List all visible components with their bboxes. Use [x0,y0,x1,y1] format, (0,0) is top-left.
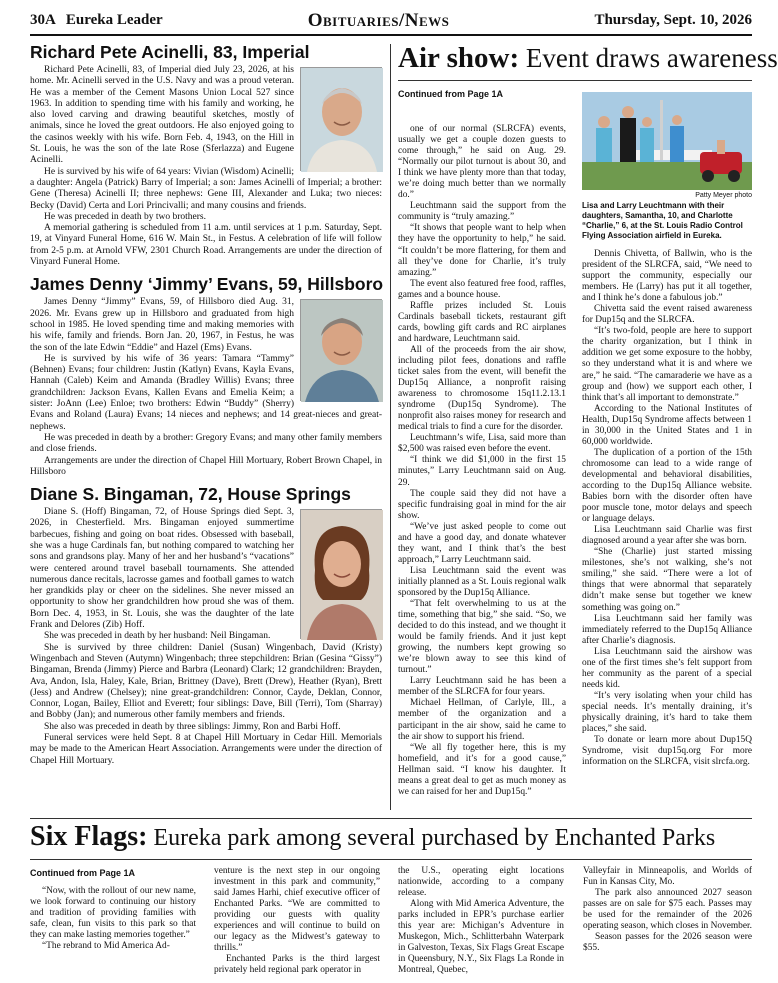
page-number: 30A [30,12,56,28]
obituary [30,484,382,767]
obituary-paragraph: He was preceded in death by two brothers. [44,211,206,222]
article-paragraph: The event also featured free food, raffles, games and a bounce house. [398,278,566,300]
article-paragraph: The park also announced 2027 season passes are on sale for $75 each. Passes may be used for the remainder of the 2026 operating season, which closes in November. [583,888,752,931]
article-paragraph: Leuchtmann said the support from the community is “truly amazing.” [398,201,566,223]
photo-caption: Lisa and Larry Leuchtmann with their daughters, Samantha, 10, and Charlotte “Charlie,” 6, at the St. Louis Radio Control Flying Association airfield in Eureka. [582,201,743,240]
portrait-image [301,510,383,640]
article-paragraph: Dennis Chivetta, of Ballwin, who is the president of the SLRCFA, said, “We need to support the community, especially our members. He (Larry) has put it all together, and I think he’s done a fabulous job.” [582,249,752,304]
article-paragraph: Lisa Leuchtmann said Charlie was first diagnosed around a year after she was born. [582,525,752,547]
obituary [30,42,382,268]
article-paragraph: venture is the next step in our ongoing investment in this park and community,” said James Harhi, chief executive officer of Enchanted Parks. “We are committed to providing our guests with quality experiences and will continue to build on our legacy as the Midwest’s gateway to thrills.” [214,866,380,953]
section-title: Obituaries/News [307,9,450,31]
article-paragraph: Leuchtmann’s wife, Lisa, said more than $2,500 was raised even before the event. [398,433,566,455]
sixflags-kicker: Six Flags: [30,821,148,852]
obituary-paragraph: He was preceded in death by a brother: Gregory Evans; and many other family members and close friends. [30,432,382,455]
article-paragraph: Chivetta said the event raised awareness for Dup15q and the SLRCFA. [582,304,752,326]
obituary-paragraph: James Denny “Jimmy” Evans, 59, of Hillsboro died Aug. 31, 2026. Mr. Evans grew up in Hillsboro and graduated from high school in 1985. He loved spending time and making memories with his wife, family and friends. Born Jan. 20, 1967, in Festus, he was the son of the late Edwin “Eddie” and Hazel (Ems) Evans. [30,297,294,353]
masthead [30,10,752,36]
paper-name: Eureka Leader [65,12,163,28]
airshow-photo [582,92,752,190]
article-paragraph: Lisa Leuchtmann said the airshow was one of the first times she’s felt support from her community as the parent of a special needs kid. [582,646,752,690]
obituary-portrait [300,299,382,401]
article-paragraph: “We’ve just asked people to come out and have a good day, and donate whatever they want, and I think that’s the best approach,” Larry Leuchtmann said. [398,521,566,565]
obituary-name: Diane S. Bingaman, 72, House Springs [30,484,351,505]
sixflags-column-4 [583,866,752,954]
article-paragraph: The duplication of a portion of the 15th chromosome can lead to a wide range of developmental and behavioral disabilities, according to the Dup15q Alliance website. Babies born with the disorder often have poor muscle tone, motor delays and speech or language delays. [582,447,752,525]
article-paragraph: Raffle prizes included St. Louis Cardinals baseball tickets, restaurant gift cards, bowling gift cards and RC airplanes and hardware, Leuchtmann said. [398,300,566,344]
article-paragraph: To donate or learn more about Dup15Q Syndrome, visit dup15q.org For more information on the SLRCFA, visit slrcfa.org. [582,735,752,768]
airshow-body [398,114,752,814]
article-paragraph: All of the proceeds from the air show, including pilot fees, donations and raffle ticket sales from the event, will benefit the Dup15q Alliance, a nonprofit raising awareness to chromosome 15q11.2.13.1 syndrome (Dup15q Syndrome). The nonprofit also raises money for research and medical trials to find a cure for the disorder. [398,344,566,433]
article-paragraph: Lisa Leuchtmann said the event was initially planned as a St. Louis regional walk sponsored by the Dup15q Alliance. [398,565,566,598]
section-divider [30,818,752,819]
obituary-portrait [300,509,382,639]
continued-line: Continued from Page 1A [30,868,136,878]
obituary-paragraph: He is survived by his wife of 36 years: Tamara “Tammy” (Behnen) Evans; four children: Justin (Katlyn) Evans, Kayla Evans, Hannah (Caleb) Keim and Amanda (Bradley Willis) Evans; three grandchildren: Jackson Evans, Kallen Evans and Emelia Keim; a sister: JoAnn (Lee) Enloe; two brothers: Edwin “Buddy” (Sherry) Evans and Roland (Laura) Evans; 14 nieces and nephews; and 14 great-nieces and great-nephews. [30,353,382,432]
article-paragraph: “It’s two-fold, people are here to support the charity organization, but I think in addition we get some exposure to the hobby, so they understand what it is and where we are,” he said. “The camaraderie we have as a group and (how) we support each other, I think that’s all important to demonstrate.” [582,326,752,403]
airshow-column-2 [582,92,752,768]
obituary-name: Richard Pete Acinelli, 83, Imperial [30,42,310,62]
airshow-article [398,42,778,812]
article-paragraph: “That felt overwhelming to us at the time, something that big,” she said. “So, we decided to do this instead, and we thought it would be family friends. And it just kept growing, the numbers kept growing so we’re blown away to see this kind of turnout.” [398,599,566,676]
sixflags-column-3 [398,866,564,976]
sixflags-column-2 [214,866,380,976]
obituary-paragraph: She was preceded in death by her husband: Neil Bingaman. [44,631,271,642]
obituaries-column [30,42,382,812]
article-paragraph: “The rebrand to Mid America Ad- [42,941,170,951]
obituary-paragraph: Richard Pete Acinelli, 83, of Imperial died July 23, 2026, at his home. Mr. Acinelli served in the U.S. Navy and was a proud veteran. He was a member of the Cement Masons Union Local 527 since 1963. In addition to spending time with his family and working, he also loved carving and drawing beautiful sketches, mostly of animals, since he loved the great outdoors. He also enjoyed going to the casinos weekly with his wife. Born Feb. 4, 1943, on the Hill in St. Louis, he was the son of the late Rose (Sferlazza) and Eugene Acinelli. [30,65,294,166]
obituary-paragraph: A memorial gathering is scheduled from 11 a.m. until services at 1 p.m. Saturday, Sept. 19, at Vinyard Funeral Home, 616 W. Main St., in Festus. A celebration of life will follow from 2-5 p.m. at Arnold VFW, 2301 Church Road. Arrangements are under the direction of Vinyard Funeral Home. [30,223,382,268]
masthead-left [30,12,163,29]
article-paragraph: Larry Leuchtmann said he has been a member of the SLRCFA for four years. [398,676,566,698]
continued-line: Continued from Page 1A [398,89,504,99]
sixflags-body [30,866,752,983]
sixflags-column-1 [30,866,196,952]
article-paragraph: Lisa Leuchtmann said her family was immediately referred to the Dup15q Alliance after Charlie’s diagnosis. [582,613,752,646]
article-paragraph: the U.S., operating eight locations nationwide, according to a company release. [398,866,564,898]
article-paragraph: The couple said they did not have a specific fundraising goal in mind for the air show. [398,488,566,521]
photo-credit: Patty Meyer photo [695,192,752,199]
family-photo-image [582,92,752,190]
article-paragraph: “It shows that people want to help when they have the opportunity to help,” he said. “It couldn’t be more flattering, for them and all they’ve done for Charlie, it’s truly amazing.” [398,223,566,278]
article-paragraph: According to the National Institutes of Health, Dup15q Syndrome affects between 1 in 30,000 in the United States and 1 in 60,000 worldwide. [582,403,752,447]
obituary-paragraph: Arrangements are under the direction of Chapel Hill Mortuary, Robert Brown Chapel, in Hillsboro [30,455,382,477]
article-paragraph: “We all fly together here, this is my homefield, and it’s for a good cause,” Hellman said. “I know his daughter. It means a great deal to get as much money as we can raised for her and Dup15q.” [398,742,566,797]
airshow-headline-text: Event draws awareness [525,43,778,73]
obituary-paragraph: She is survived by three children: Daniel (Susan) Wingenbach, David (Kristy) Wingenbach and Steven (Autymn) Wingenbach; three stepchildren: Brian (Gesina “Gissy”) Bingaman, Brenda (Jimmy) Pierce and Barbra (Leonard) Clark; 12 grandchildren: Brayden, Ava, Andon, Isla, Haley, Kale, Brian, Brittney (Dave), Brett (Drew), Heather (Ryan), Brett (Jess) and Andrew (Chelsey); nine great-grandchildren: Connor, Cayde, Deklan, Connor, Connor, Logan, Bailey, Elliot and Everett; four siblings: Dave, Bill (Terri), Tom (Sharray) and Bobby (Jan); and numerous other family members and friends. [30,642,382,721]
article-paragraph: one of our normal (SLRCFA) events, usually we get a couple dozen guests to come through,” he said on Aug. 29. “Normally our pilot turnout is about 30, and I think we have plenty more than that today, we’re doing much better than we normally do.” [398,124,566,201]
obituary-name: James Denny ‘Jimmy’ Evans, 59, Hillsboro [30,274,384,295]
article-paragraph: “Now, with the rollout of our new name, we look forward to continuing our history and tradition of providing families with safe, clean, fun visits to this park so that they can make lasting memories together.” [30,886,196,940]
article-paragraph: Michael Hellman, of Carlyle, Ill., a member of the organization and a participant in the air show, said he came to the air show to support his friend. [398,698,566,742]
obituary [30,274,382,478]
sixflags-headline [30,822,752,860]
sixflags-headline-text: Eureka park among several purchased by Enchanted Parks [153,825,716,851]
airshow-column-1 [398,124,566,798]
article-paragraph: Enchanted Parks is the third largest privately held regional park operator in [214,954,380,975]
column-divider [390,44,391,810]
portrait-image [301,68,383,172]
article-paragraph: Valleyfair in Minneapolis, and Worlds of Fun in Kansas City, Mo. [583,866,752,887]
airshow-headline [398,42,778,81]
issue-date: Thursday, Sept. 10, 2026 [594,12,752,28]
airshow-kicker: Air show: [398,42,520,74]
obituary-paragraph: Diane S. (Hoff) Bingaman, 72, of House Springs died Sept. 3, 2026, in Chesterfield. Mrs. Bingaman enjoyed summertime barbecues, fishing and going on boat rides. Obsessed with baseball, she was a huge Cardinals fan, but nothing compared to watching her sons and grandsons play. Many of her and her husband’s “vacations” were centered around travel baseball tournaments. She attended numerous dance recitals, lacrosse games and football games to watch her grandkids play or cheer on the sidelines. She never missed an opportunity to show her grandchildren how proud she was of them. Born Dec. 4, 1953, in St. Louis, she was the daughter of the late Frank and Delores (Zib) Hoff. [30,507,294,631]
article-paragraph: “I think we did $1,000 in the first 15 minutes,” Larry Leuchtmann said on Aug. 29. [398,455,566,488]
obituary-paragraph: He is survived by his wife of 64 years: Vivian (Wisdom) Acinelli; a daughter: Angela (Patrick) Barry of Imperial; a son: James Acinelli of Imperial; a brother: Gene (Theresa) Acinelli II; three nephews: Gene III, Alexander and Luka; two nieces: Becky (David) Certa and Lori Princivalli; and many cousins and friends. [30,166,382,211]
article-paragraph: Season passes for the 2026 season were $55. [583,932,752,953]
obituary-portrait [300,67,382,171]
portrait-image [301,300,383,402]
article-paragraph: Along with Mid America Adventure, the parks included in EPR’s purchase earlier this year are: Michigan’s Adventure in Muskegon, Mich., Schlitterbahn Waterpark in Galveston, Texas, Six Flags Great Escape in Queensbury, N.Y., Six Flags La Ronde in Montreal, Quebec, [398,899,564,975]
obituary-paragraph: She also was preceded in death by three siblings: Jimmy, Ron and Barbi Hoff. [44,721,341,732]
obituary-paragraph: Funeral services were held Sept. 8 at Chapel Hill Mortuary in Cedar Hill. Memorials may be made to the American Heart Association. Arrangements were under the direction of Chapel Hill Mortuary. [30,733,382,766]
article-paragraph: “It’s very isolating when your child has special needs. It’s mentally draining, it’s physically draining, it’s hard to take them places,” she said. [582,690,752,735]
article-paragraph: “She (Charlie) just started missing milestones, she’s not walking, she’s not smiling,” she said. “There were a lot of things that were abnormal that separately didn’t make sense but together we knew something was going on.” [582,547,752,613]
